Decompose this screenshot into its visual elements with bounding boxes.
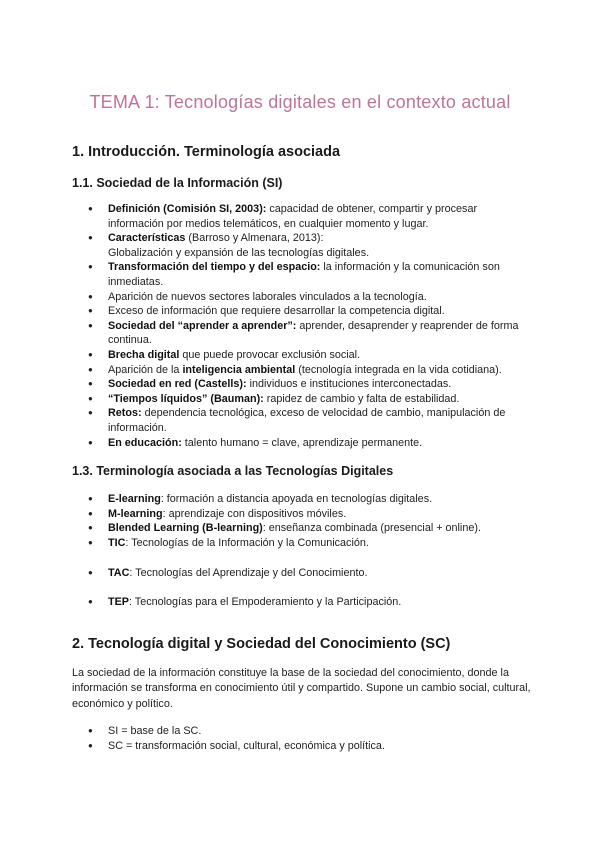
list-item: ● SI = base de la SC. (72, 724, 532, 739)
list-item: ● Características (Barroso y Almenara, 2013): Globalización y expansión de las tecnologías digitales. (72, 231, 532, 260)
section2-paragraph: La sociedad de la información constituye la base de la sociedad del conocimiento, donde la información se transforma en conocimiento útil y compartido. Supone un cambio social, cultural, económico y político. (72, 667, 531, 710)
list-item: ● SC = transformación social, cultural, económica y política. (72, 739, 532, 754)
list-item: ● Retos: dependencia tecnológica, exceso de velocidad de cambio, manipulación de información. (72, 406, 532, 435)
list-item: ● Transformación del tiempo y del espacio: la información y la comunicación son inmediatas. (72, 260, 532, 289)
list-item: ● TEP: Tecnologías para el Empoderamiento y la Participación. (72, 595, 532, 610)
list-item: ● Exceso de información que requiere desarrollar la competencia digital. (72, 304, 532, 319)
terminology-bullet-list-tep (72, 595, 532, 610)
section1-heading: 1. Introducción. Terminología asociada (72, 144, 341, 160)
list-item: ● “Tiempos líquidos” (Bauman): rapidez de cambio y falta de estabilidad. (72, 392, 532, 407)
list-item: ● Blended Learning (B-learning): enseñanza combinada (presencial + online). (72, 521, 532, 536)
list-item: ● Definición (Comisión SI, 2003): capacidad de obtener, compartir y procesar información por medios telemáticos, en cualquier momento y lugar. (72, 202, 532, 231)
si-bullet-list (72, 202, 532, 450)
section2-heading: 2. Tecnología digital y Sociedad del Conocimiento (SC) (72, 636, 451, 652)
sc-bullet-list (72, 724, 532, 753)
list-item: ● TAC: Tecnologías del Aprendizaje y del Conocimiento. (72, 566, 532, 581)
terminology-bullet-list-tac (72, 566, 532, 581)
list-item: ● M-learning: aprendizaje con dispositivos móviles. (72, 507, 532, 522)
document-title: TEMA 1: Tecnologías digitales en el contexto actual (89, 92, 511, 112)
list-item: ● Brecha digital que puede provocar exclusión social. (72, 348, 532, 363)
list-item: ● Sociedad en red (Castells): individuos e instituciones interconectadas. (72, 377, 532, 392)
subsection-1-3-heading: 1.3. Terminología asociada a las Tecnologías Digitales (72, 464, 394, 478)
list-item: ● Sociedad del “aprender a aprender”: aprender, desaprender y reaprender de forma continua. (72, 319, 532, 348)
list-item: ● TIC: Tecnologías de la Información y la Comunicación. (72, 536, 532, 551)
list-item: ● Aparición de nuevos sectores laborales vinculados a la tecnología. (72, 290, 532, 305)
list-item: ● E-learning: formación a distancia apoyada en tecnologías digitales. (72, 492, 532, 507)
list-item: ● En educación: talento humano = clave, aprendizaje permanente. (72, 436, 532, 451)
subsection-1-1-heading: 1.1. Sociedad de la Información (SI) (72, 176, 283, 190)
terminology-bullet-list (72, 492, 532, 550)
list-item: ● Aparición de la inteligencia ambiental (tecnología integrada en la vida cotidiana). (72, 363, 532, 378)
